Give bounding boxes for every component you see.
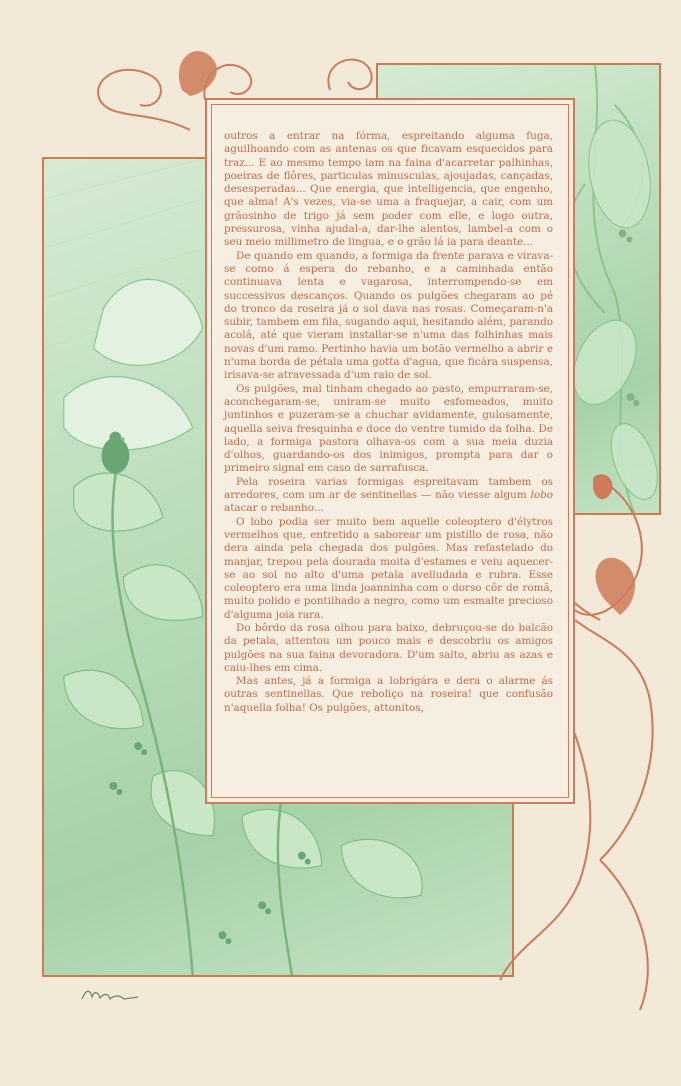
paragraph-1: outros a entrar na fórma, espreitando alguma fuga, aguilhoando com as antenas os que ficavam esquecidos para traz... E ao mesmo tempo iam na faina d'acarretar palhinhas, poeiras de flôres, particulas minusculas, ajoujadas, cançadas, desesperadas... Que energia, que intelligencia, que engenho, que alma! A's vezes, via-se uma a fraquejar, a cair, com um grãosinho de trigo já sem poder com elle, e logo outra, pressurosa, vinha ajudal-a, dar-lhe alentos, lambel-a com o seu meio millimetro de lingua, e o grão lá ia para deante...: [224, 130, 553, 249]
paragraph-6: Do bôrdo da rosa olhou para baixo, debruçou-se do balcão da petala, attentou um pouco mais e descobriu os amigos pulgões na sua faina devoradora. D'um salto, abriu as azas e caiu-lhes em cima.: [224, 621, 553, 674]
paragraph-7: Mas antes, já a formiga a lobrigára e dera o alarme ás outras sentinellas. Que reboliço na roseira! que confusão n'aquella folha! Os pulgões, attonitos,: [224, 675, 553, 714]
paragraph-3: Os pulgões, mal tinham chegado ao pasto, empurraram-se, aconchegaram-se, uniram-se muito esfomeados, muito juntinhos e puzeram-se a chuchar avidamente, gulosamente, aquella seiva fresquinha e doce do ventre tumido da folha. De lado, a formiga pastora olhava-os com a sua meia duzia d'olhos, guardando-os dos inimigos, prompta para dar o primeiro signal em caso de sarrafusca.: [224, 382, 553, 475]
artist-signature: [80, 987, 140, 1003]
paragraph-4: [224, 476, 553, 516]
article-body: [224, 130, 553, 715]
italic-word-lobo: lobo: [530, 489, 553, 502]
text-frame: [205, 98, 575, 804]
paragraph-5: O lobo podia ser muito bem aquelle coleoptero d'élytros vermelhos que, entretido a saborear um pistillo de rosa, não dera ainda pela chegada dos pulgões. Mas refastelado do manjar, trepou pela dourada moita d'estames e veiu aquecer-se ao sol no alto d'uma petala avelludada e rubra. Esse coleoptero era uma linda joanninha com o dorso côr de romã, muito polido e pontilhado a negro, como um esmalte precioso d'alguma joia rara.: [224, 515, 553, 621]
paragraph-2: De quando em quando, a formiga da frente parava e virava-se como á espera do rebanho, e a caminhada então continuava lenta e vagarosa, interrompendo-se em successivos descanços. Quando os pulgões chegaram ao pé do tronco da roseira já o sol dava nas rosas. Começaram-n'a subir, tambem em fila, sugando aqui, hesitando além, parando acolá, até que vieram installar-se n'uma das folhinhas mais novas d'um ramo. Pertinho havia um botão vermelho a abrir e n'uma borda de pétala uma gotta d'agua, que ficára suspensa, irisava-se atravessada d'um raio de sol.: [224, 249, 553, 382]
paragraph-4-end: atacar o rebanho...: [224, 502, 324, 515]
paragraph-4-start: Pela roseira varias formigas espreitavam tambem os arredores, com um ar de sentinellas — não viesse algum: [224, 475, 553, 502]
